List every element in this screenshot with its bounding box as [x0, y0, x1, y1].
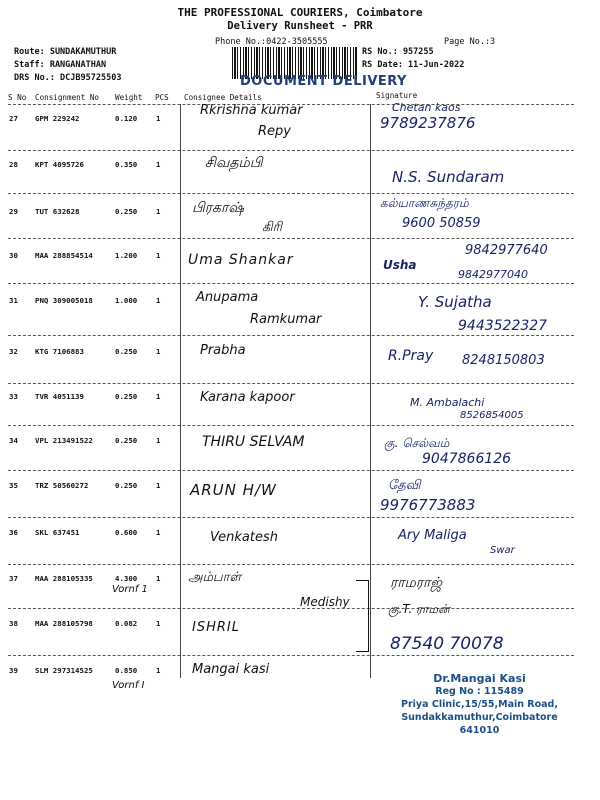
drs-number: DRS No.: DCJB95725503: [14, 73, 122, 83]
row-pcs: 1: [156, 392, 161, 401]
signature-phone: 9842977640: [465, 243, 548, 258]
row-consignment-no: MAA 288105335: [35, 574, 93, 583]
row-pcs: 1: [156, 207, 161, 216]
col-signature: Signature: [376, 91, 418, 100]
row-sno: 29: [9, 207, 18, 216]
row-pcs: 1: [156, 160, 161, 169]
row-pcs: 1: [156, 666, 161, 675]
staff-label: Staff: RANGANATHAN: [14, 60, 107, 70]
consignee-name: Karana kapoor: [200, 390, 295, 405]
consignee-name: Anupama: [196, 290, 259, 305]
row-weight: 1.200: [115, 251, 138, 260]
row-weight: 0.350: [115, 160, 138, 169]
row-divider: [8, 193, 574, 194]
consignee-name: Mangai kasi: [192, 662, 270, 677]
signature: M. Ambalachi: [410, 396, 485, 409]
col-consignment: Consignment No: [35, 93, 100, 102]
row-divider: [8, 238, 574, 239]
consignee-name: ARUN H/W: [190, 481, 277, 499]
row-divider: [8, 283, 574, 284]
row-note: Vornf 1: [112, 584, 148, 595]
row-sno: 33: [9, 392, 18, 401]
consignee-name-2: கிரி: [262, 220, 283, 235]
consignee-name: பிரகாஷ்: [192, 200, 244, 216]
col-sno: S No: [8, 93, 27, 102]
phone-number: Phone No.:0422-3505555: [215, 37, 328, 47]
signature: Y. Sujatha: [418, 293, 492, 311]
col-pcs: PCS: [155, 93, 169, 102]
row-sno: 39: [9, 666, 18, 675]
signature: தேவி: [388, 478, 421, 493]
row-sno: 28: [9, 160, 18, 169]
row-weight: 0.120: [115, 114, 138, 123]
row-divider: [8, 335, 574, 336]
row-divider: [8, 655, 574, 656]
clinic-address: Priya Clinic,15/55,Main Road,: [401, 699, 558, 710]
row-pcs: 1: [156, 251, 161, 260]
row-pcs: 1: [156, 528, 161, 537]
consignee-name: Venkatesh: [210, 530, 278, 545]
row-sno: 27: [9, 114, 18, 123]
doctor-stamp: [392, 672, 567, 737]
row-divider: [8, 383, 574, 384]
signature-2: Swar: [490, 545, 515, 556]
row-consignment-no: MAA 288105798: [35, 619, 93, 628]
consignee-name: Prabha: [200, 343, 246, 358]
row-weight: 0.250: [115, 347, 138, 356]
row-weight: 0.250: [115, 481, 138, 490]
signature: Ary Maliga: [398, 528, 467, 543]
col-consignee: Consignee Details: [184, 93, 262, 102]
consignee-name: Rkrishna kumar: [200, 103, 303, 118]
row-sno: 38: [9, 619, 18, 628]
row-weight: 1.000: [115, 296, 138, 305]
row-note: Vornf I: [112, 680, 145, 691]
row-sno: 30: [9, 251, 18, 260]
consignee-name-2: Ramkumar: [250, 312, 322, 327]
consignee-divider: [180, 104, 181, 678]
row-weight: 0.600: [115, 528, 138, 537]
row-pcs: 1: [156, 114, 161, 123]
row-weight: 0.082: [115, 619, 138, 628]
row-divider: [8, 150, 574, 151]
signature: Chetan kaos: [392, 101, 461, 114]
row-pcs: 1: [156, 296, 161, 305]
consignee-name: THIRU SELVAM: [202, 434, 305, 450]
row-consignment-no: TRZ 50560272: [35, 481, 89, 490]
row-divider: [8, 564, 574, 565]
row-divider: [8, 517, 574, 518]
row-divider: [8, 470, 574, 471]
row-consignment-no: GPM 229242: [35, 114, 80, 123]
signature-phone-2: 9842977040: [458, 268, 528, 281]
document-subtitle: Delivery Runsheet - PRR: [227, 20, 373, 32]
signature: கல்யாணசுந்தரம்: [380, 196, 469, 210]
route-label: Route: SUNDAKAMUTHUR: [14, 47, 117, 57]
consignee-name-2: Repy: [258, 124, 291, 139]
row-sno: 34: [9, 436, 18, 445]
signature: கு. செல்வம்: [384, 436, 450, 450]
row-pcs: 1: [156, 347, 161, 356]
row-sno: 35: [9, 481, 18, 490]
consignee-name-2: Medishy: [300, 595, 350, 609]
col-weight: Weight: [115, 93, 143, 102]
signature: R.Pray: [388, 348, 434, 364]
document-delivery-stamp: DOCUMENT DELIVERY: [240, 74, 407, 89]
row-consignment-no: TUT 632628: [35, 207, 80, 216]
page-number: Page No.:3: [444, 37, 496, 47]
signature-phone: 9443522327: [458, 318, 548, 334]
row-sno: 36: [9, 528, 18, 537]
row-consignment-no: PNQ 309005018: [35, 296, 93, 305]
bracket-mark: [356, 580, 369, 652]
doctor-reg: Reg No : 115489: [435, 686, 524, 697]
row-pcs: 1: [156, 481, 161, 490]
row-consignment-no: SLM 297314525: [35, 666, 93, 675]
row-consignment-no: TVR 4051139: [35, 392, 84, 401]
row-weight: 4.300: [115, 574, 138, 583]
consignee-name: ISHRIL: [192, 620, 240, 635]
row-consignment-no: KPT 4095726: [35, 160, 84, 169]
signature-phone: 87540 70078: [390, 634, 504, 654]
rs-date: RS Date: 11-Jun-2022: [362, 60, 465, 70]
row-consignment-no: KTG 7106883: [35, 347, 84, 356]
signature: ராமராஜ்: [390, 575, 443, 591]
row-pcs: 1: [156, 619, 161, 628]
row-weight: 0.250: [115, 207, 138, 216]
signature-phone: 8248150803: [462, 353, 545, 368]
signature-divider: [370, 104, 371, 678]
signature-phone: 8526854005: [460, 410, 524, 421]
consignee-name: சிவதம்பி: [205, 155, 263, 171]
row-weight: 0.850: [115, 666, 138, 675]
row-consignment-no: SKL 637451: [35, 528, 80, 537]
consignee-name: அம்பாள்: [188, 570, 242, 585]
row-weight: 0.250: [115, 436, 138, 445]
signature: Usha: [383, 258, 417, 272]
doctor-name: Dr.Mangai Kasi: [433, 672, 526, 685]
row-sno: 32: [9, 347, 18, 356]
rs-number: RS No.: 957255: [362, 47, 434, 57]
consignee-name: Uma Shankar: [188, 252, 294, 268]
row-consignment-no: VPL 213491522: [35, 436, 93, 445]
row-divider: [8, 608, 574, 609]
signature-phone: 9789237876: [380, 114, 476, 132]
row-sno: 31: [9, 296, 18, 305]
row-pcs: 1: [156, 574, 161, 583]
signature-phone: 9976773883: [380, 496, 476, 514]
row-weight: 0.250: [115, 392, 138, 401]
signature-phone: 9047866126: [422, 451, 512, 467]
clinic-city: Sundakkamuthur,Coimbatore 641010: [401, 712, 558, 736]
company-title: THE PROFESSIONAL COURIERS, Coimbatore: [177, 6, 423, 19]
row-sno: 37: [9, 574, 18, 583]
row-pcs: 1: [156, 436, 161, 445]
signature: N.S. Sundaram: [392, 168, 505, 186]
row-consignment-no: MAA 288854514: [35, 251, 93, 260]
signature-phone: 9600 50859: [402, 216, 481, 231]
signature: கு.T. ராமன்: [388, 602, 450, 616]
row-divider: [8, 425, 574, 426]
